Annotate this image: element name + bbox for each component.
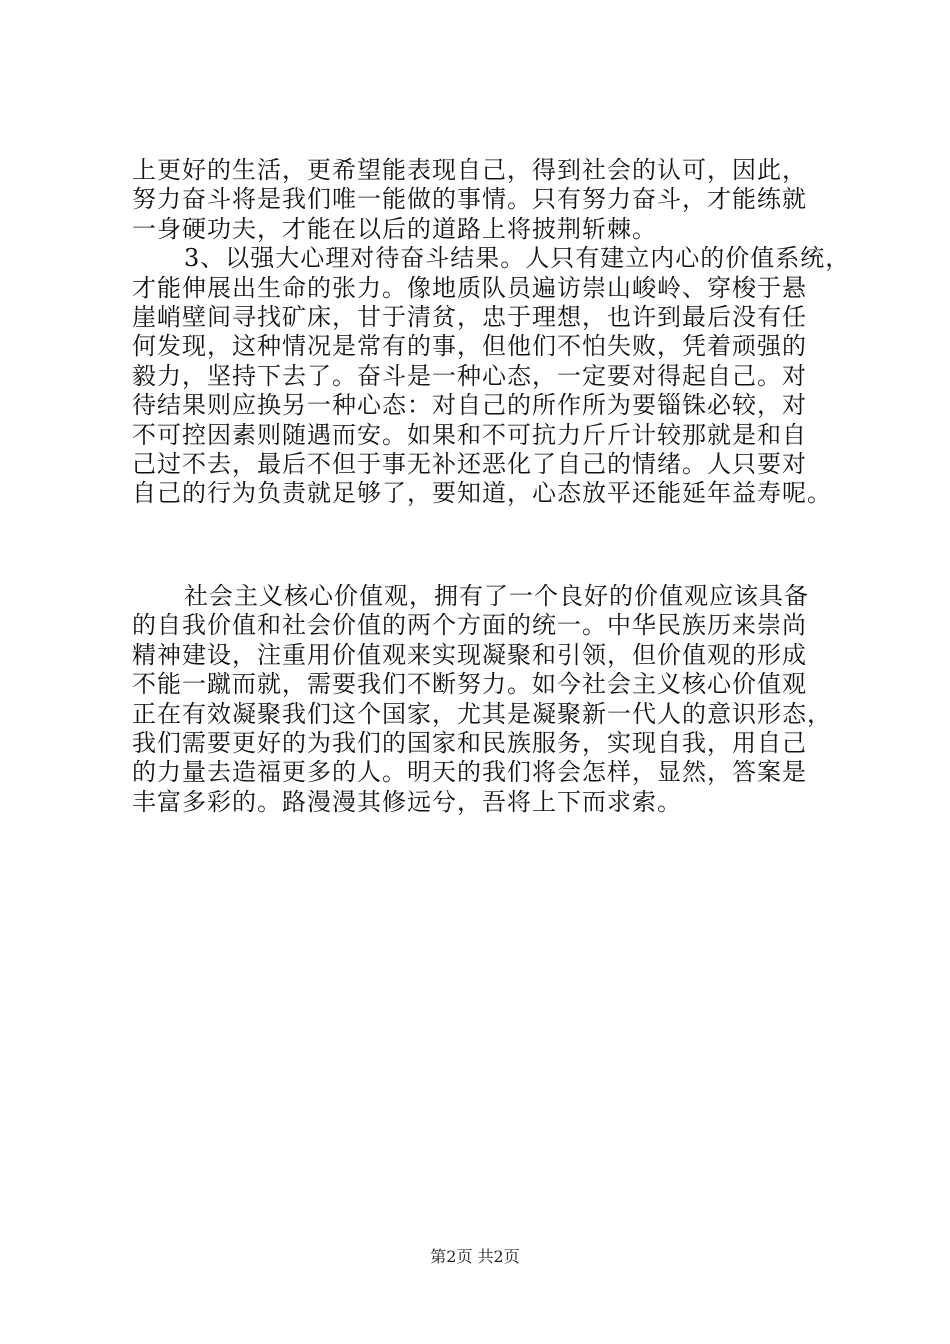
text-line: 精神建设，注重用价值观来实现凝聚和引领，但价值观的形成 (132, 640, 807, 669)
text-line: 己过不去，最后不但于事无补还恶化了自己的情绪。人只要对 (132, 449, 807, 478)
text-line: 不能一蹴而就，需要我们不断努力。如今社会主义核心价值观 (132, 670, 807, 699)
text-line: 丰富多彩的。路漫漫其修远兮，吾将上下而求索。 (132, 787, 682, 816)
text-line: 待结果则应换另一种心态：对自己的所作所为要锱铢必较，对 (132, 391, 807, 420)
page-number-footer: 第2页 共2页 (430, 1247, 520, 1266)
text-line: 努力奋斗将是我们唯一能做的事情。只有努力奋斗，才能练就 (132, 185, 807, 214)
paragraph-section-b (132, 582, 832, 817)
text-line: 的自我价值和社会价值的两个方面的统一。中华民族历来崇尚 (132, 611, 807, 640)
text-line: 正在有效凝聚我们这个国家，尤其是凝聚新一代人的意识形态， (132, 699, 832, 728)
text-line: 何发现，这种情况是常有的事，但他们不怕失败，凭着顽强的 (132, 332, 807, 361)
text-line: 3、以强大心理对待奋斗结果。人只有建立内心的价值系统， (184, 244, 851, 273)
text-line: 崖峭壁间寻找矿床，甘于清贫，忠于理想，也许到最后没有任 (132, 302, 807, 331)
text-line: 不可控因素则随遇而安。如果和不可抗力斤斤计较那就是和自 (132, 420, 807, 449)
text-line: 我们需要更好的为我们的国家和民族服务，实现自我，用自己 (132, 728, 807, 757)
text-line: 才能伸展出生命的张力。像地质队员遍访崇山峻岭、穿梭于悬 (132, 273, 807, 302)
text-line: 社会主义核心价值观，拥有了一个良好的价值观应该具备 (184, 582, 809, 610)
paragraph-section-a (132, 156, 851, 509)
text-line: 上更好的生活，更希望能表现自己，得到社会的认可，因此， (132, 156, 807, 184)
text-line: 自己的行为负责就足够了，要知道，心态放平还能延年益寿呢。 (132, 479, 832, 508)
text-line: 的力量去造福更多的人。明天的我们将会怎样，显然，答案是 (132, 758, 807, 787)
text-line: 毅力，坚持下去了。奋斗是一种心态，一定要对得起自己。对 (132, 361, 807, 390)
text-line: 一身硬功夫，才能在以后的道路上将披荆斩棘。 (132, 214, 657, 243)
